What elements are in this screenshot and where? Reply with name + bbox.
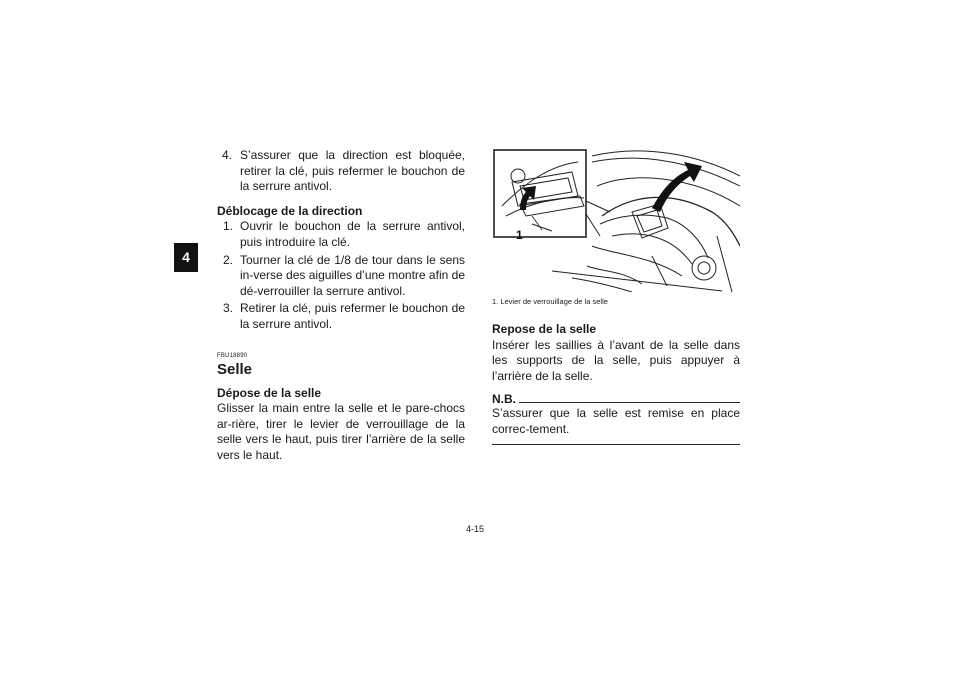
right-column [492, 146, 740, 445]
note-label: N.B. [492, 392, 516, 407]
note-bottom-rule [492, 444, 740, 445]
step-2 [217, 253, 465, 300]
step-number: 4. [222, 148, 233, 162]
page-number: 4-15 [466, 524, 485, 534]
step-number: 1. [223, 219, 234, 234]
seat-lock-figure [492, 146, 740, 292]
note-header [492, 392, 740, 406]
step-text: S’assurer que la direction est bloquée, retirer la clé, puis refermer le bouchon de la serrure antivol. [240, 148, 465, 194]
step-number: 3. [223, 301, 234, 316]
section-code: FBU18890 [217, 352, 248, 359]
note-text: S’assurer que la selle est remise en place correc-tement. [492, 406, 740, 436]
section-title: Selle [217, 360, 253, 378]
step-1 [217, 219, 465, 250]
step-text: Tourner la clé de 1/8 de tour dans le sens in-verse des aiguilles d’une montre afin de dé-verrouiller la serrure antivol. [240, 252, 465, 298]
chapter-tab: 4 [174, 243, 198, 272]
step-number: 2. [223, 252, 234, 267]
left-column [217, 148, 465, 464]
heading-unlock-steering: Déblocage de la direction [217, 203, 363, 218]
figure-callout: 1 [516, 228, 523, 242]
heading-seat-install: Repose de la selle [492, 322, 597, 336]
step-3 [217, 301, 465, 332]
seat-removal-text: Glisser la main entre la selle et le pare-chocs ar-rière, tirer le levier de verrouillage de la selle vers le haut, puis tirer l’arrière de la selle vers le haut. [217, 401, 465, 462]
step-text: Ouvrir le bouchon de la serrure antivol, puis introduire la clé. [240, 219, 465, 249]
figure-caption: 1. Levier de verrouillage de la selle [492, 297, 608, 306]
step-4 [217, 148, 465, 195]
seat-install-text: Insérer les saillies à l’avant de la selle dans les supports de la selle, puis appuyer à l’arrière de la selle. [492, 337, 740, 383]
note-divider [519, 402, 740, 403]
seat-illustration [492, 146, 740, 292]
step-text: Retirer la clé, puis refermer le bouchon de la serrure antivol. [240, 301, 465, 331]
heading-seat-removal: Dépose de la selle [217, 385, 322, 400]
